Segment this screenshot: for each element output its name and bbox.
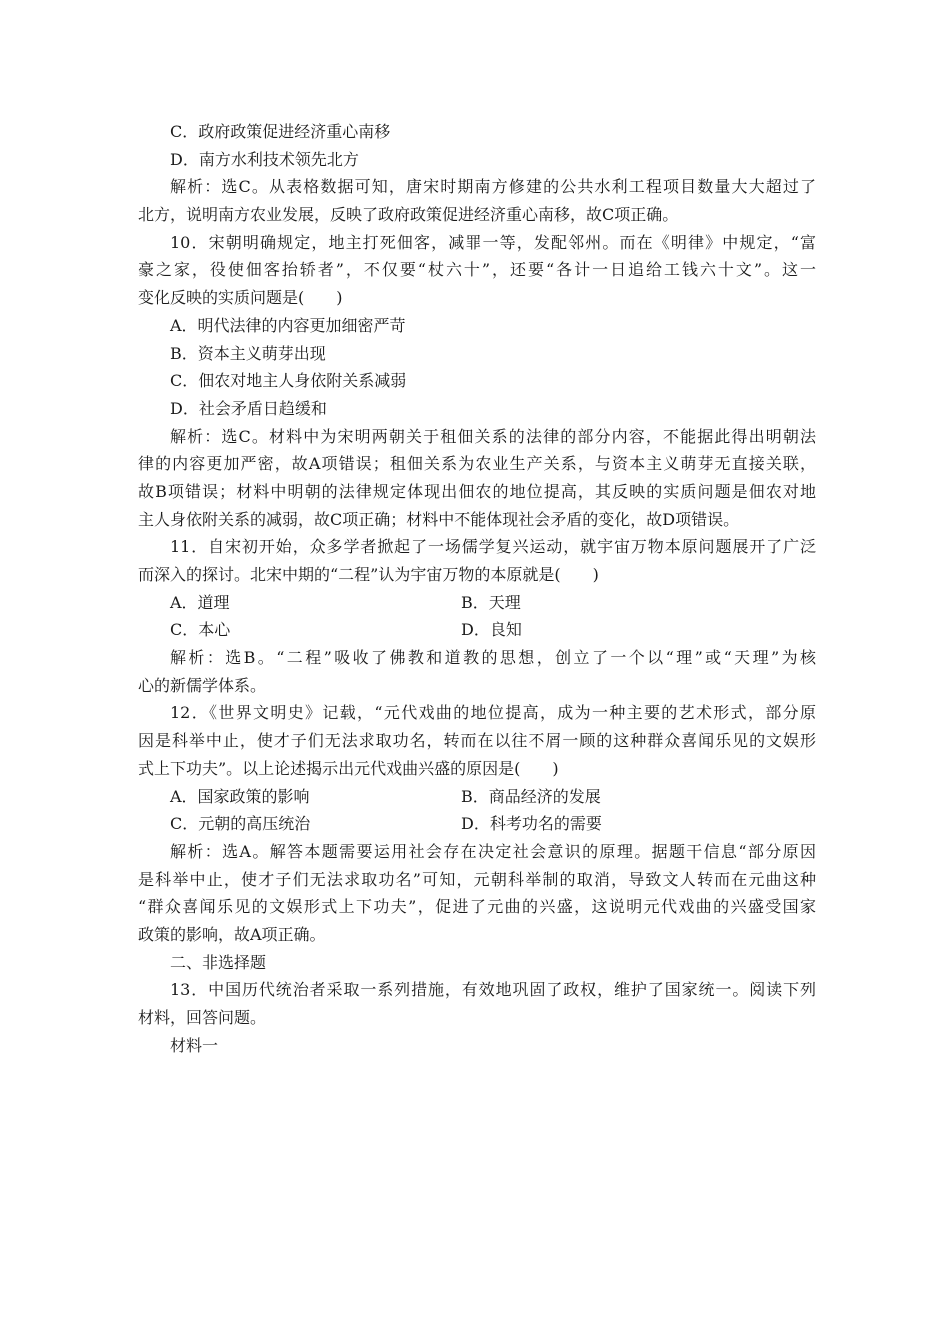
q12-stem-line: 式上下功夫”。以上论述揭示出元代戏曲兴盛的原因是( ) xyxy=(138,758,559,778)
q10-option-d: D．社会矛盾日趋缓和 xyxy=(170,398,327,418)
q12-options-row xyxy=(138,783,816,811)
q10-option-b: B．资本主义萌芽出现 xyxy=(170,343,326,363)
q12-stem-line: 因是科举中止，使才子们无法求取功名，转而在以往不屑一顾的这种群众喜闻乐见的文娱形 xyxy=(138,731,816,751)
q10-analysis-line: 故B项错误；材料中明朝的法律规定体现出佃农的地位提高，其反映的实质问题是佃农对地 xyxy=(138,481,816,501)
q12-options-row xyxy=(138,810,816,838)
q12-analysis-line: 是科举中止，使才子们无法求取功名”可知，元朝科举制的取消，导致文人转而在元曲这种 xyxy=(138,869,816,889)
q10-analysis-line: 主人身依附关系的减弱，故C项正确；材料中不能体现社会矛盾的变化，故D项错误。 xyxy=(138,509,740,529)
q10-stem-line: 变化反映的实质问题是( ) xyxy=(138,288,343,308)
q9-option-c: C．政府政策促进经济重心南移 xyxy=(170,122,391,141)
q11-option-b: B．天理 xyxy=(461,592,521,612)
q11-option-a: A．道理 xyxy=(170,592,230,612)
q10-analysis-line: 律的内容更加严密，故A项错误；租佃关系为农业生产关系，与资本主义萌芽无直接关联， xyxy=(138,454,816,474)
q12-analysis-line: 解析：选A。解答本题需要运用社会存在决定社会意识的原理。据题干信息“部分原因 xyxy=(170,841,816,861)
q11-option-c: C．本心 xyxy=(170,620,231,640)
q12-option-b: B．商品经济的发展 xyxy=(461,786,601,806)
q13-stem-line: 材料，回答问题。 xyxy=(138,1008,267,1027)
q11-options-row xyxy=(138,589,816,617)
q13-material-label: 材料一 xyxy=(170,1035,219,1055)
q10-stem-line: 10．宋朝明确规定，地主打死佃客，减罪一等，发配邻州。而在《明律》中规定，“富 xyxy=(170,232,816,252)
q10-analysis-line: 解析：选C。材料中为宋明两朝关于租佃关系的法律的部分内容，不能据此得出明朝法 xyxy=(170,426,816,446)
document-body xyxy=(138,118,816,1059)
q11-analysis-line: 心的新儒学体系。 xyxy=(138,675,267,695)
q12-option-d: D．科考功名的需要 xyxy=(461,814,602,834)
q11-stem-line: 11．自宋初开始，众多学者掀起了一场儒学复兴运动，就宇宙万物本原问题展开了广泛 xyxy=(170,537,816,557)
q11-options-row xyxy=(138,616,816,644)
q12-stem-line: 12．《世界文明史》记载，“元代戏曲的地位提高，成为一种主要的艺术形式，部分原 xyxy=(170,703,816,723)
q12-analysis-line: 政策的影响，故A项正确。 xyxy=(138,924,326,944)
q11-stem-line: 而深入的探讨。北宋中期的“二程”认为宇宙万物的本原就是( ) xyxy=(138,565,599,584)
q11-option-d: D．良知 xyxy=(461,620,522,640)
section-heading: 二、非选择题 xyxy=(170,952,267,972)
q10-stem-line: 豪之家，役使佃客抬轿者”，不仅要“杖六十”，还要“各计一日追给工钱六十文”。这一 xyxy=(138,260,816,280)
q13-stem-line: 13．中国历代统治者采取一系列措施，有效地巩固了政权，维护了国家统一。阅读下列 xyxy=(170,980,816,1000)
q11-analysis-line: 解析：选B。“二程”吸收了佛教和道教的思想，创立了一个以“理”或“天理”为核 xyxy=(170,648,816,668)
q9-option-d: D．南方水利技术领先北方 xyxy=(170,149,359,169)
q9-analysis-line: 北方，说明南方农业发展，反映了政府政策促进经济重心南移，故C项正确。 xyxy=(138,205,679,225)
q12-analysis-line: “群众喜闻乐见的文娱形式上下功夫”，促进了元曲的兴盛，这说明元代戏曲的兴盛受国家 xyxy=(138,897,816,917)
q10-option-a: A．明代法律的内容更加细密严苛 xyxy=(170,315,406,335)
q12-option-c: C．元朝的高压统治 xyxy=(170,814,311,834)
q9-analysis-line: 解析：选C。从表格数据可知，唐宋时期南方修建的公共水利工程项目数量大大超过了 xyxy=(170,177,816,197)
q10-option-c: C．佃农对地主人身依附关系减弱 xyxy=(170,371,407,391)
q12-option-a: A．国家政策的影响 xyxy=(170,786,310,806)
